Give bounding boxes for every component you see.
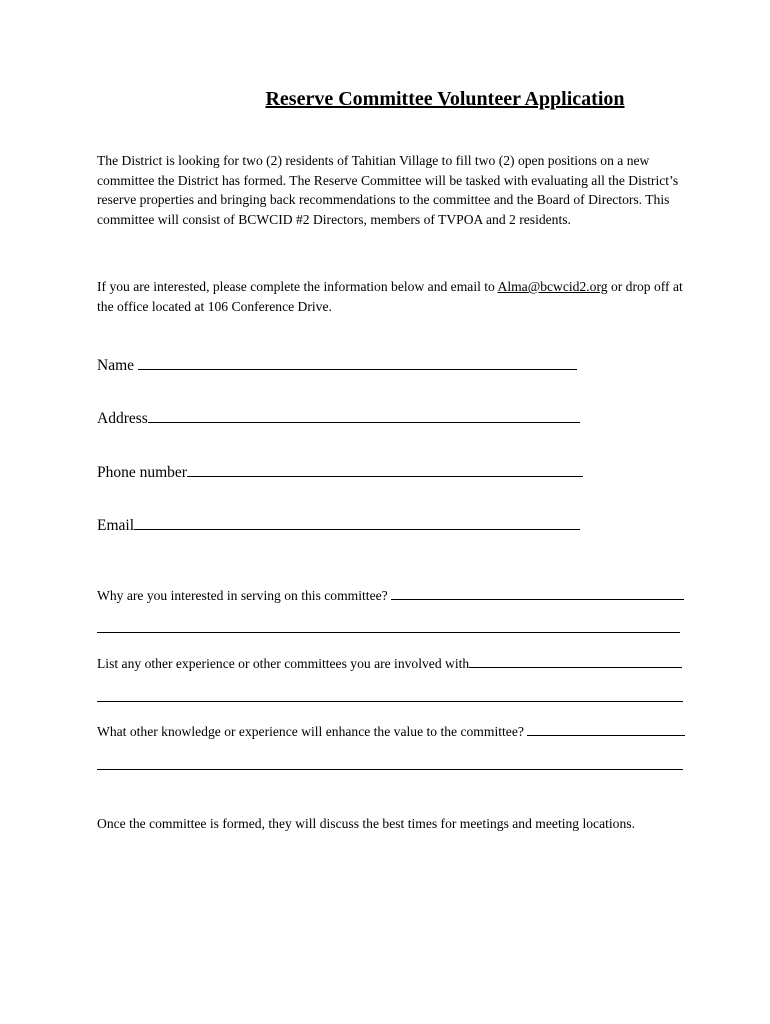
phone-input-line[interactable] (187, 476, 583, 477)
question-experience-continuation-line[interactable] (97, 701, 683, 702)
question-interest[interactable] (97, 584, 684, 604)
question-interest-line[interactable] (391, 599, 684, 600)
question-experience-label: List any other experience or other committees you are involved with (97, 656, 470, 671)
question-interest-label: Why are you interested in serving on this committee? (97, 588, 392, 603)
email-label: Email (97, 517, 135, 534)
question-experience-line[interactable] (469, 667, 682, 668)
name-field[interactable] (97, 353, 577, 375)
email-link[interactable]: Alma@bcwcid2.org (497, 279, 608, 294)
document-title: Reserve Committee Volunteer Application (265, 88, 625, 110)
question-interest-continuation-line[interactable] (97, 632, 680, 633)
instructions-paragraph (97, 277, 697, 316)
phone-field[interactable] (97, 460, 583, 482)
question-knowledge-label: What other knowledge or experience will enhance the value to the committee? (97, 724, 528, 739)
name-input-line[interactable] (138, 369, 577, 370)
question-experience[interactable] (97, 652, 682, 672)
email-input-line[interactable] (134, 529, 580, 530)
question-knowledge-line[interactable] (527, 735, 685, 736)
instructions-text-before: If you are interested, please complete the information below and email to (97, 279, 498, 294)
instructions-text-after: or drop off at the office located at 106 Conference Drive. (97, 279, 683, 314)
name-label: Name (97, 357, 138, 374)
address-label: Address (97, 410, 148, 427)
address-field[interactable] (97, 406, 580, 428)
intro-paragraph: The District is looking for two (2) residents of Tahitian Village to fill two (2) open positions on a new committee the District has formed. The Reserve Committee will be tasked with evaluating all the District’s reserve properties and bringing back recommendations to the committee and the Board of Directors. This committee will consist of BCWCID #2 Directors, members of TVPOA and 2 residents. (97, 153, 679, 227)
closing-note: Once the committee is formed, they will discuss the best times for meetings and meeting locations. (97, 816, 635, 831)
question-knowledge-continuation-line[interactable] (97, 769, 683, 770)
question-knowledge[interactable] (97, 720, 685, 740)
phone-label: Phone number (97, 464, 187, 481)
address-input-line[interactable] (148, 422, 580, 423)
email-field[interactable] (97, 513, 580, 535)
